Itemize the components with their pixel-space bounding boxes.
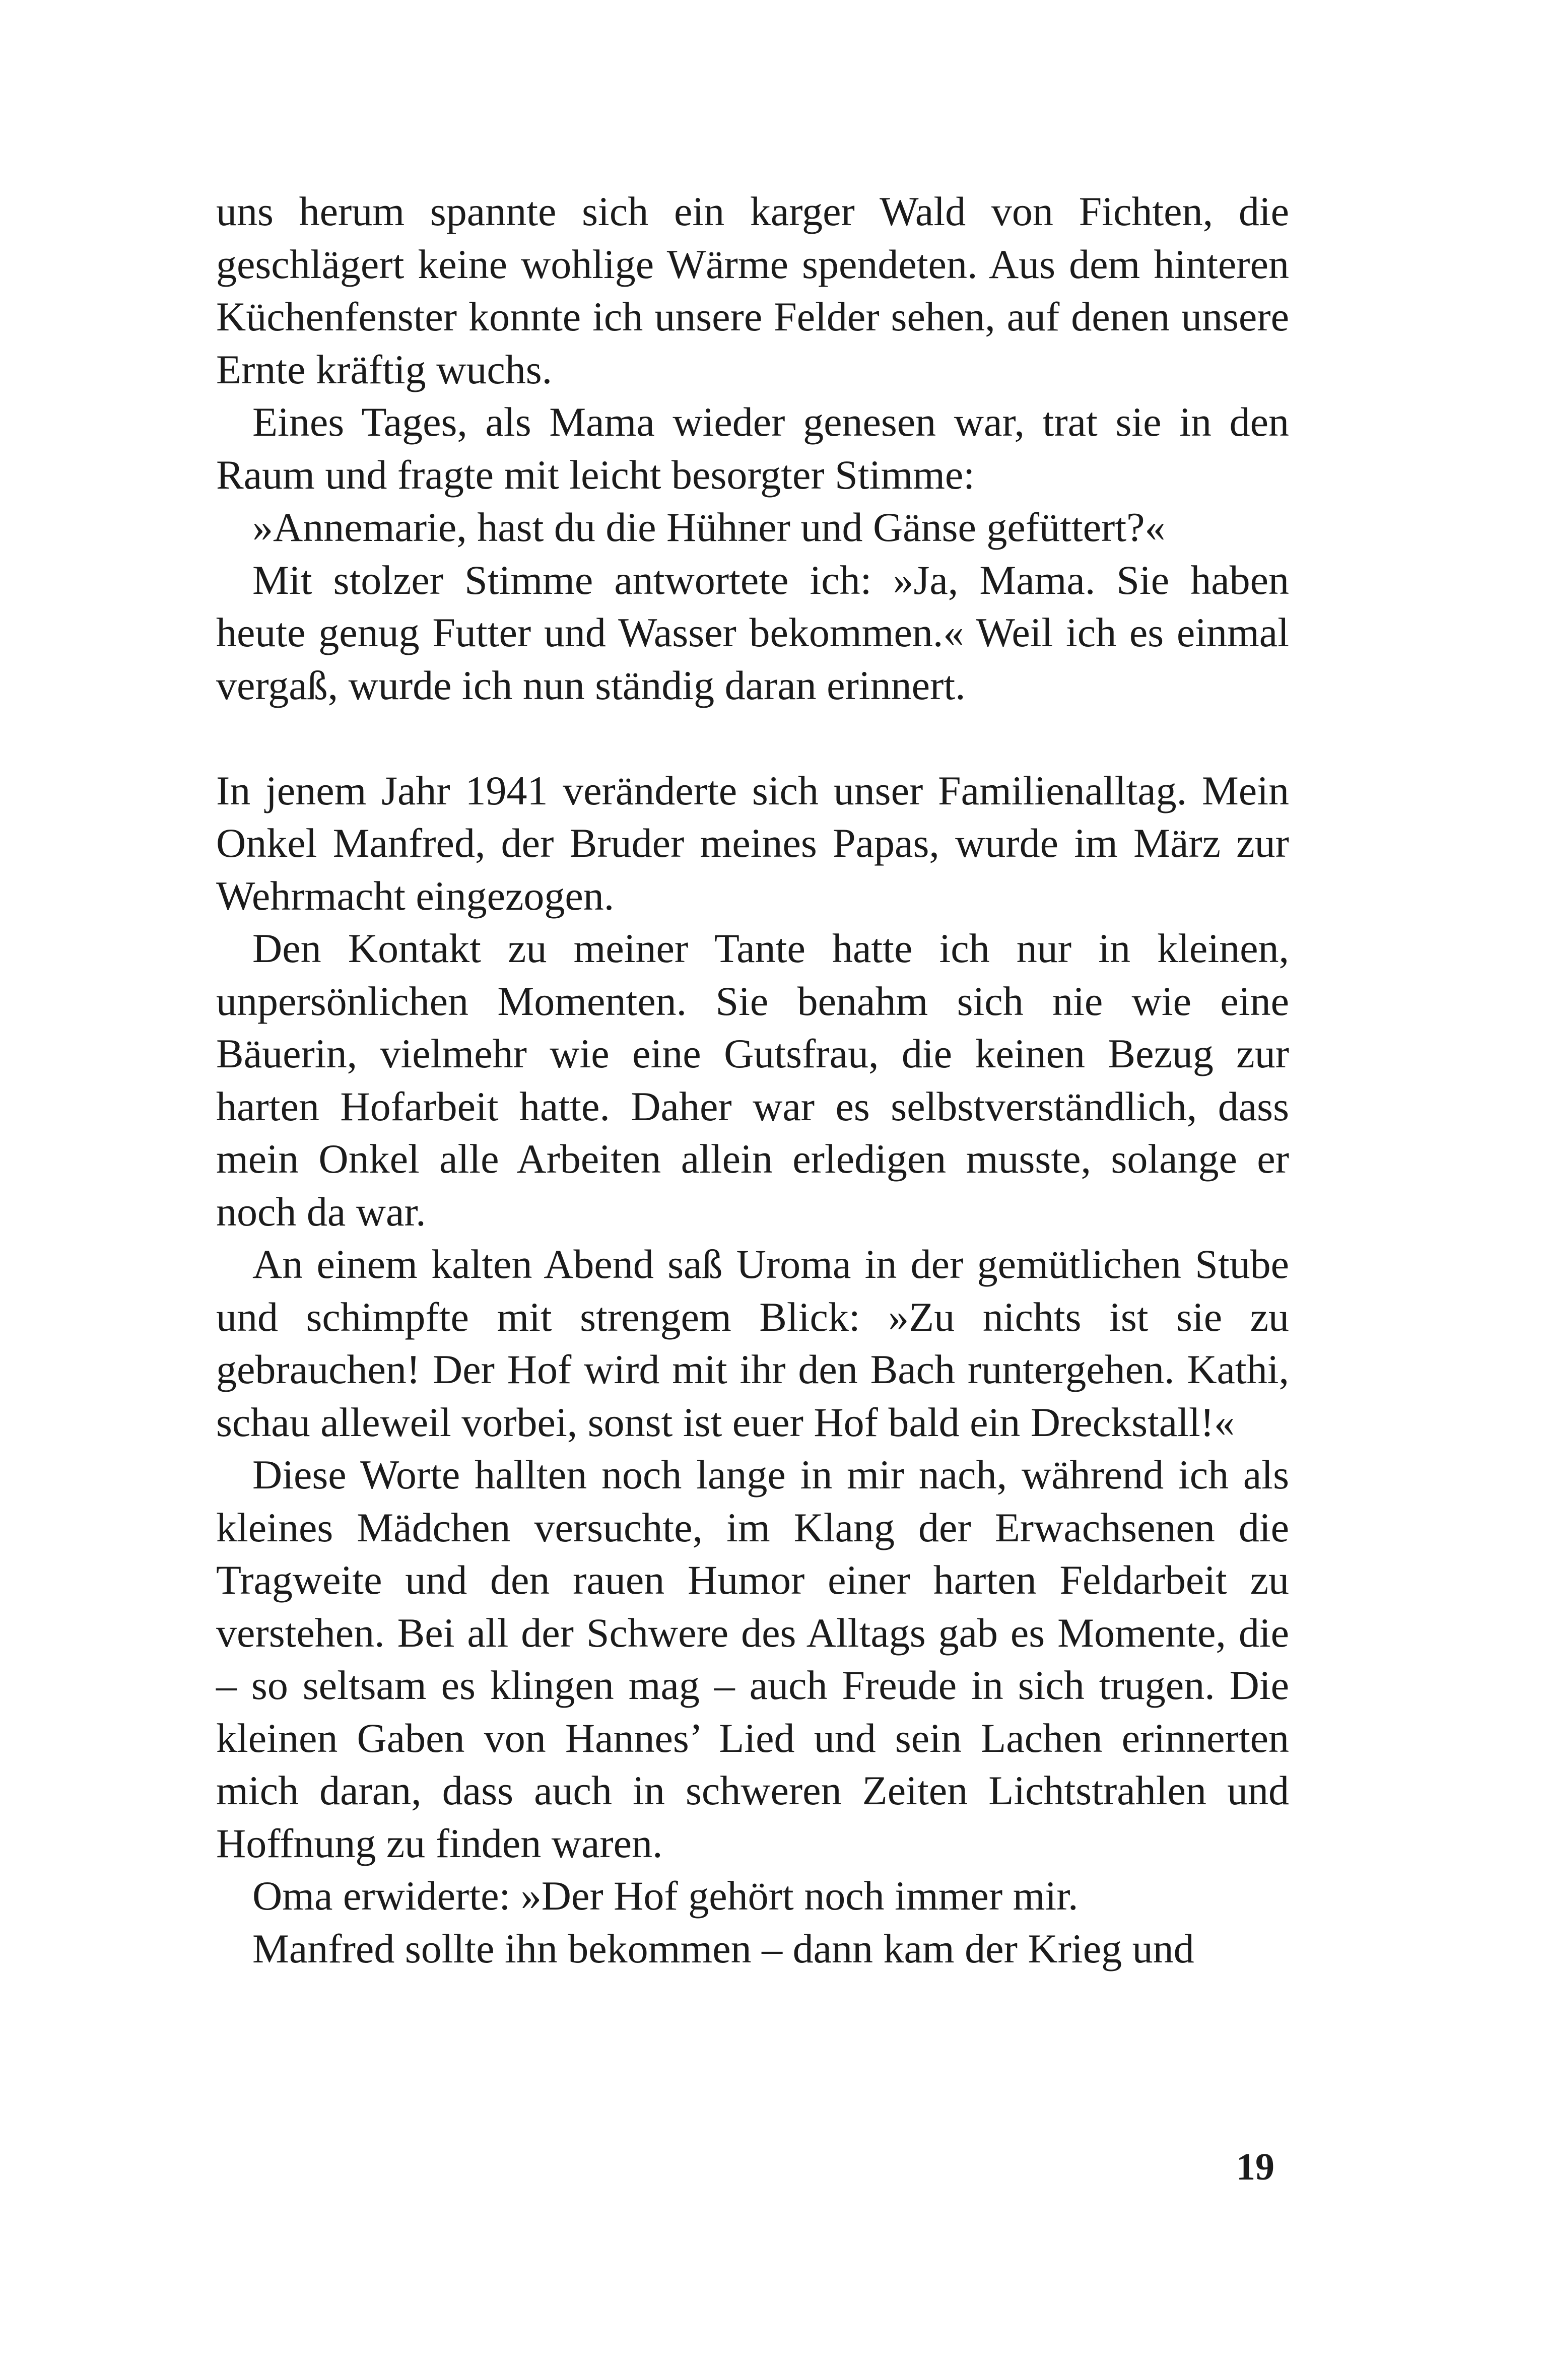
paragraph: Oma erwiderte: »Der Hof gehört noch immer mir.	[252, 1873, 1079, 1919]
body-text	[216, 185, 1289, 1975]
paragraph: Manfred sollte ihn bekommen – dann kam der Krieg und	[252, 1925, 1194, 1971]
paragraph: Mit stolzer Stimme antwortete ich: »Ja, Mama. Sie haben heute genug Futter und Wasser bekommen.« Weil ich es einmal vergaß, wurde ich nun ständig daran erinnert.	[216, 557, 1289, 708]
paragraph: In jenem Jahr 1941 veränderte sich unser Familienalltag. Mein Onkel Manfred, der Bruder meines Papas, wurde im März zur Wehrmacht eingezogen.	[216, 767, 1289, 919]
page-number: 19	[1236, 2146, 1274, 2188]
paragraph: uns herum spannte sich ein karger Wald von Fichten, die geschlägert keine wohlige Wärme spendeten. Aus dem hinteren Küchenfenster konnte ich unsere Felder sehen, auf denen unsere Ernte kräftig wuchs.	[216, 188, 1289, 392]
paragraph: An einem kalten Abend saß Uroma in der gemütlichen Stube und schimpfte mit strengem Blick: »Zu nichts ist sie zu gebrauchen! Der Hof wird mit ihr den Bach runtergehen. Kathi, schau alleweil vorbei, sonst ist euer Hof bald ein Dreckstall!«	[216, 1241, 1289, 1445]
paragraph: »Annemarie, hast du die Hühner und Gänse gefüttert?«	[252, 504, 1166, 550]
paragraph: Eines Tages, als Mama wieder genesen war, trat sie in den Raum und fragte mit leicht besorgter Stimme:	[216, 399, 1289, 498]
paragraph: Diese Worte hallten noch lange in mir nach, während ich als kleines Mädchen versuchte, im Klang der Erwachsenen die Tragweite und den rauen Humor einer harten Feldarbeit zu verstehen. Bei all der Schwere des Alltags gab es Momente, die – so seltsam es klingen mag – auch Freude in sich trugen. Die kleinen Gaben von Hannes’ Lied und sein Lachen erinnerten mich daran, dass auch in schweren Zeiten Lichtstrahlen und Hoffnung zu finden waren.	[216, 1452, 1289, 1866]
paragraph: Den Kontakt zu meiner Tante hatte ich nur in kleinen, unpersönlichen Momenten. Sie benahm sich nie wie eine Bäuerin, vielmehr wie eine Gutsfrau, die keinen Bezug zur harten Hofarbeit hatte. Daher war es selbstverständlich, dass mein Onkel alle Arbeiten allein erledigen musste, solange er noch da war.	[216, 925, 1289, 1235]
section-break	[216, 712, 1289, 765]
